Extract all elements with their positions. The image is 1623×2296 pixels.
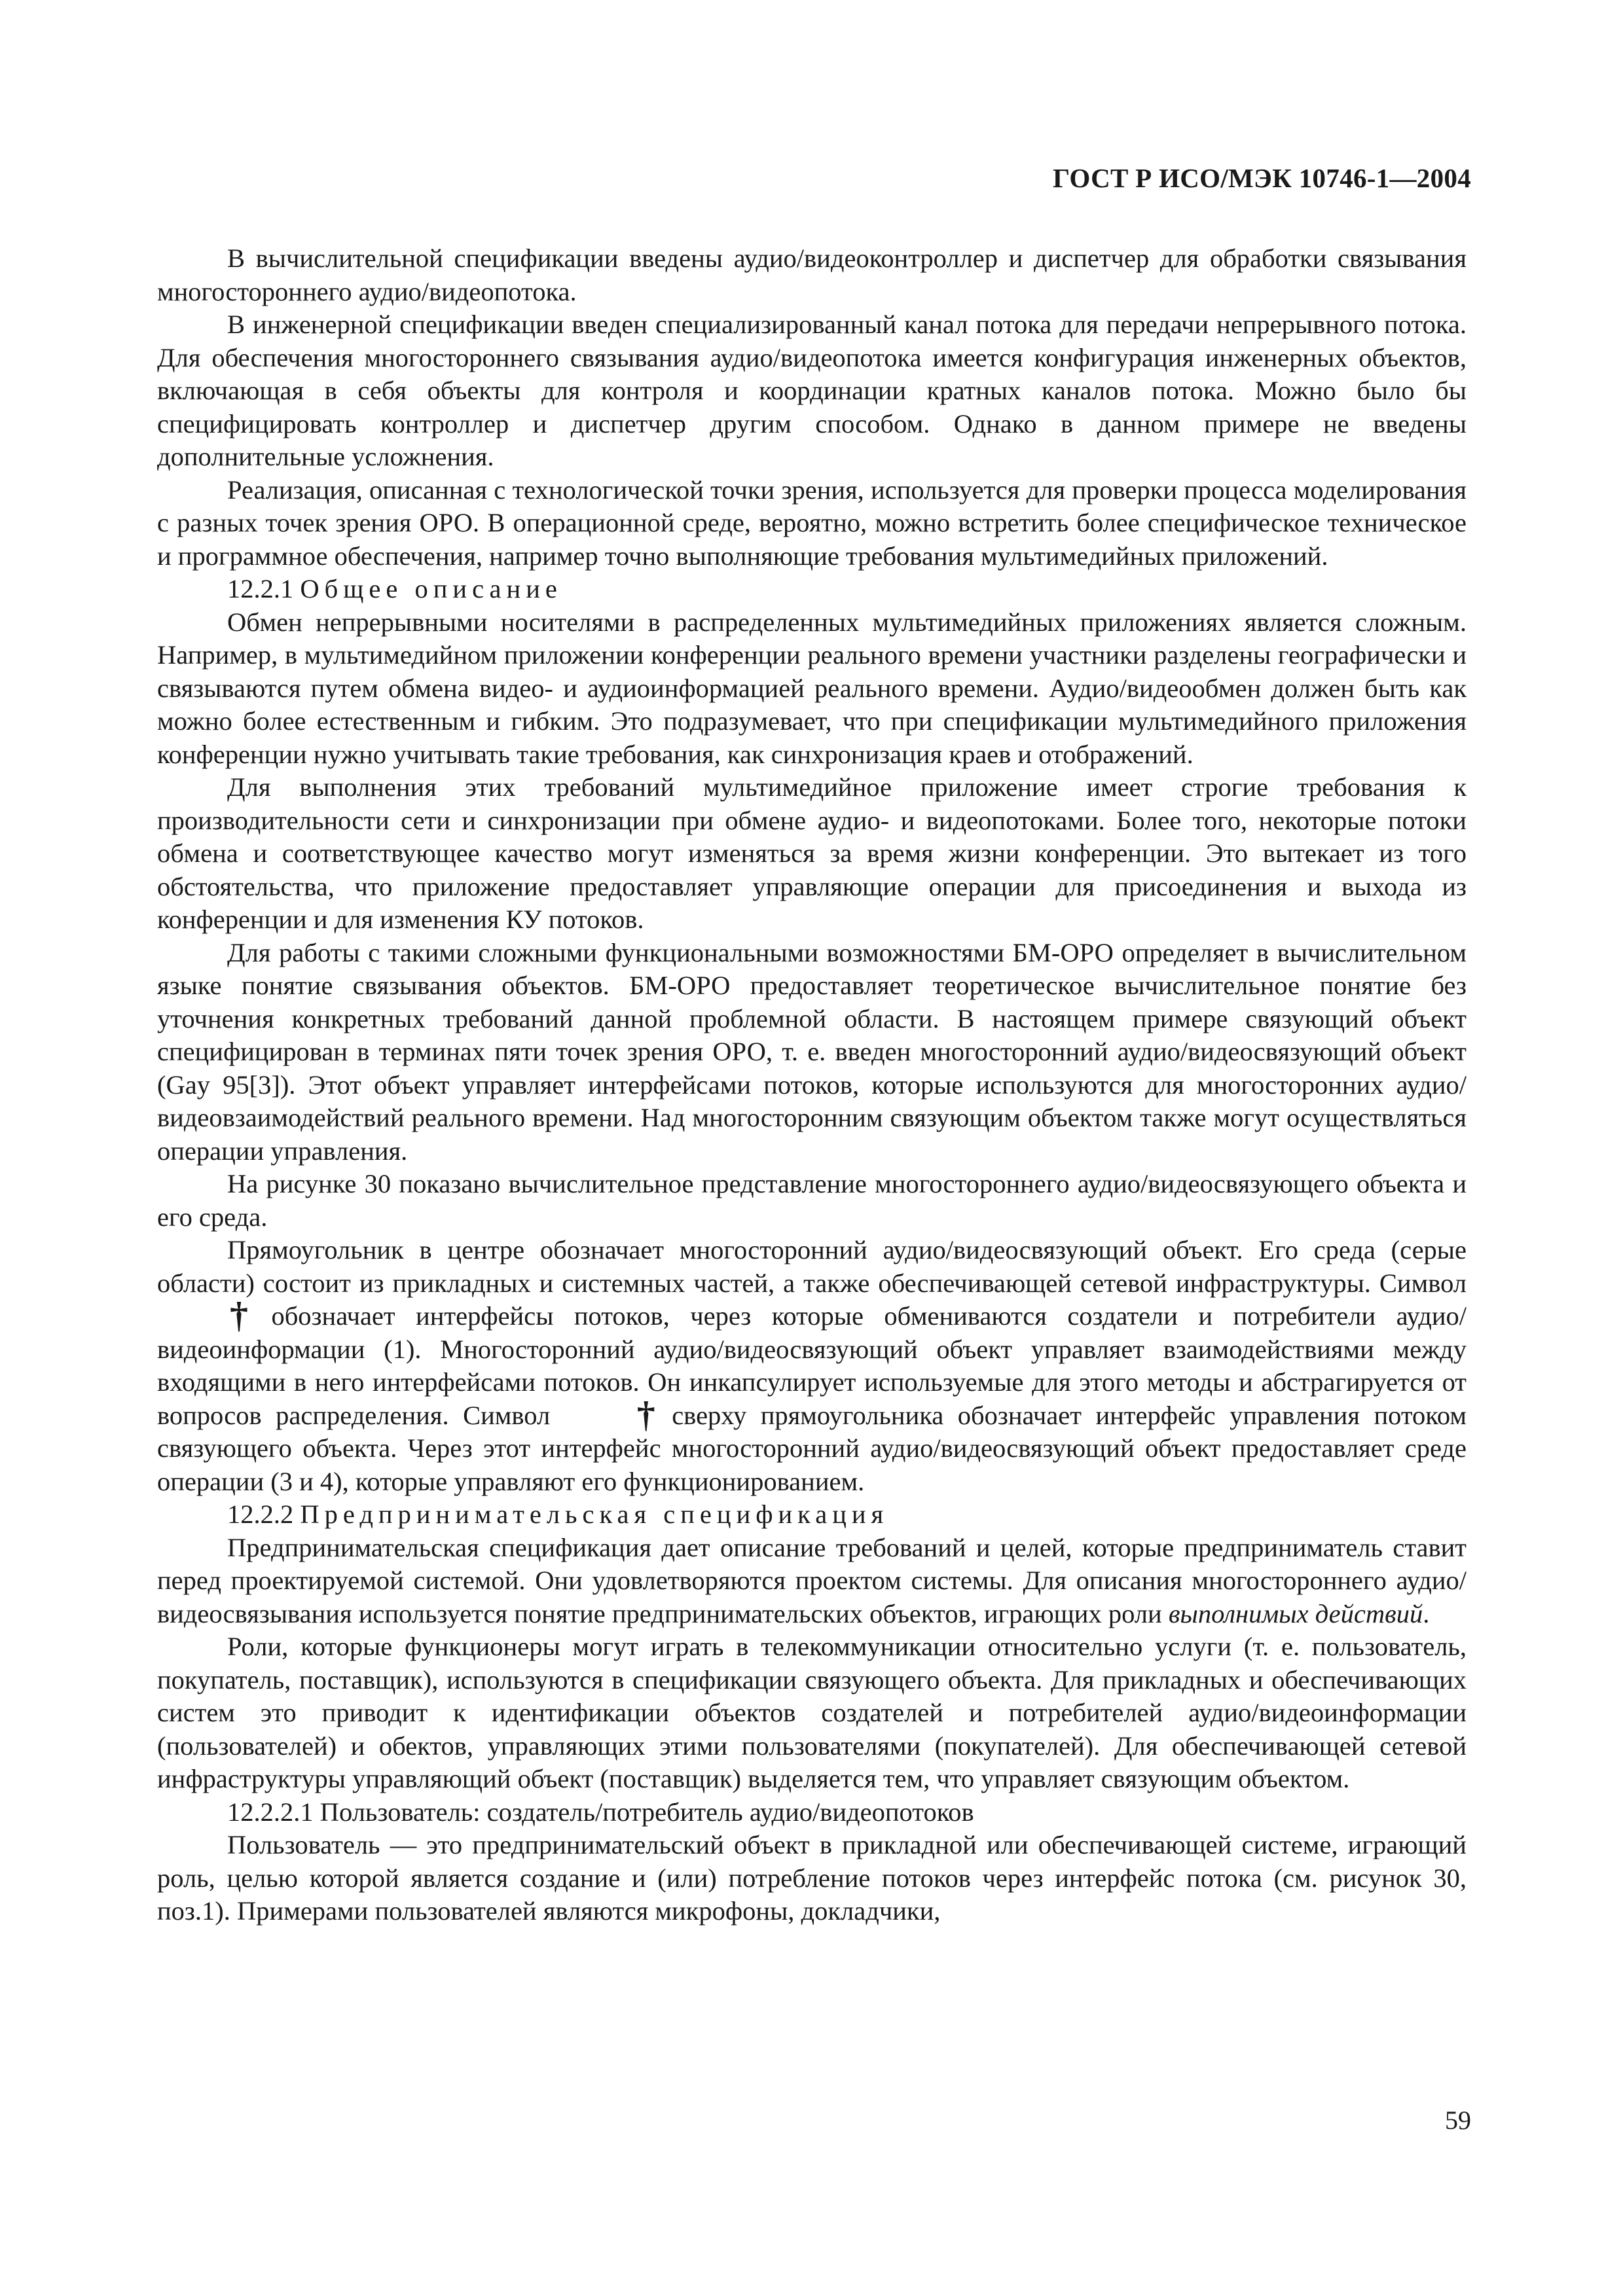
paragraph (157, 1234, 1467, 1498)
control-interface-symbol: † (636, 1394, 655, 1435)
section-heading-12-2-2 (157, 1498, 1467, 1532)
paragraph: Для работы с такими сложными функциональными возможностями БМ-ОРО определяет в вычислительном языке понятие связывания объектов. БМ-ОРО предоставляет теоретическое вычислительное понятие без уточнения конкретных требований данной проблемной области. В настоящем примере связующий объект специфицирован в терминах пяти точек зрения ОРО, т. е. введен многосторонний аудио/видеосвязующий объект (Gay 95[3]). Этот объект управляет интерфейсами потоков, которые используются для многосторонних аудио/видеовзаимодействий реального времени. Над многосторонним связующим объектом также могут осуществляться операции управления. (157, 937, 1467, 1166)
stream-interface-symbol: † (230, 1295, 248, 1336)
paragraph-text: . (1423, 1598, 1430, 1628)
section-heading-12-2-2-1: 12.2.2.1 Пользователь: создатель/потребитель аудио/видеопотоков (227, 1797, 974, 1827)
page-number: 59 (1445, 2106, 1471, 2135)
section-number: 12.2.2 (227, 1499, 294, 1529)
document-standard-id: ГОСТ Р ИСО/МЭК 10746-1—2004 (1053, 163, 1471, 193)
page-body (157, 242, 1467, 1928)
paragraph: Для выполнения этих требований мультимедийное приложение имеет строгие требования к производительности сети и синхронизации при обмене аудио- и видеопотоками. Более того, некоторые потоки обмена и соответствующее качество могут изменяться за время жизни конференции. Это вытекает из того обстоятельства, что приложение предоставляет управляющие операции для присоединения и выхода из конференции и для изменения КУ потоков. (157, 772, 1467, 934)
paragraph: Реализация, описанная с технологической точки зрения, используется для проверки процесса моделирования с разных точек зрения ОРО. В операционной среде, вероятно, можно встретить более специфическое техническое и программное обеспечения, например точно выполняющие требования мультимедийных приложений. (157, 475, 1467, 571)
section-heading-12-2-1 (157, 573, 1467, 606)
section-title: Предпринимательская спецификация (300, 1499, 889, 1529)
paragraph: Пользователь — это предпринимательский объект в прикладной или обеспечивающей системе, играющий роль, целью которой является создание и (или) потребление потоков через интерфейс потока (см. рисунок 30, поз.1). Примерами пользователей являются микрофоны, докладчики, (157, 1830, 1467, 1926)
paragraph-text: сверху прямоугольника обозначает интерфейс управления потоком связующего объекта. Через этот интерфейс многосторонний аудио/видеосвязующий объект предоставляет среде операции (3 и 4), которые управляют его функционированием. (157, 1400, 1467, 1496)
paragraph: Обмен непрерывными носителями в распределенных мультимедийных приложениях является сложным. Например, в мультимедийном приложении конференции реального времени участники разделены географически и связываются путем обмена видео- и аудиоинформацией реального времени. Аудио/видеообмен должен быть как можно более естественным и гибким. Это подразумевает, что при спецификации мультимедийного приложения конференции нужно учитывать такие требования, как синхронизация краев и отображений. (157, 607, 1467, 769)
section-title: Общее описание (300, 574, 562, 603)
paragraph: Роли, которые функционеры могут играть в телекоммуникации относительно услуги (т. е. пользователь, покупатель, поставщик), используются в спецификации связующего объекта. Для прикладных и обеспечивающих систем это приводит к идентификации объектов создателей и потребителей аудио/видеоинформации (пользователей) и обектов, управляющих этими пользователями (покупателей). Для обеспечивающей сетевой инфраструктуры управляющий объект (поставщик) выделяется тем, что управляет связующим объектом. (157, 1632, 1467, 1793)
paragraph: В инженерной спецификации введен специализированный канал потока для передачи непрерывного потока. Для обеспечения многостороннего связывания аудио/видеопотока имеется конфигурация инженерных объектов, включающая в себя объекты для контроля и координации кратных каналов потока. Можно было бы специфицировать контроллер и диспетчер другим способом. Однако в данном примере не введены дополнительные усложнения. (157, 310, 1467, 471)
paragraph (157, 1532, 1467, 1631)
paragraph-text: Прямоугольник в центре обозначает многосторонний аудио/видеосвязующий объект. Его среда (серые области) состоит из прикладных и системных частей, а также обеспечивающей сетевой инфраструктуры. Символ (157, 1235, 1467, 1298)
section-number: 12.2.1 (227, 574, 294, 603)
paragraph: На рисунке 30 показано вычислительное представление многостороннего аудио/видеосвязующего объекта и его среда. (157, 1169, 1467, 1232)
paragraph: В вычислительной спецификации введены аудио/видеоконтроллер и диспетчер для обработки связывания многостороннего аудио/видеопотока. (157, 243, 1467, 306)
paragraph-text: обозначает интерфейсы потоков, через которые обмениваются создатели и потребители аудио/видеоинформации (1). Многосторонний аудио/видеосвязующий объект управляет взаимодействиями между входящими в него интерфейсами потоков. Он инкапсулирует используемые для этого методы и абстрагируется от вопросов распределения. Символ (157, 1301, 1467, 1430)
italic-term: выполнимых действий (1168, 1598, 1423, 1628)
paragraph-text: Предпринимательская спецификация дает описание требований и целей, которые предприниматель ставит перед проектируемой системой. Они удовлетворяются проектом системы. Для описания многостороннего аудио/видеосвязывания используется понятие предпринимательских объектов, играющих роли (157, 1532, 1467, 1628)
